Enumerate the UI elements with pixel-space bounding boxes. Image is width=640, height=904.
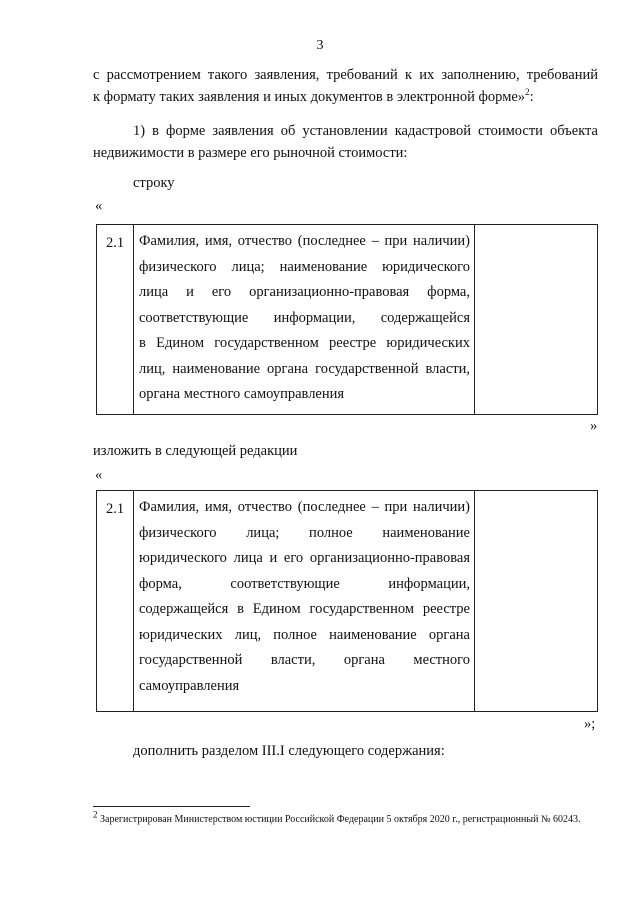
table-old-text	[134, 225, 475, 414]
table-new-line: самоуправления	[139, 677, 240, 694]
table-old-empty-cell	[475, 225, 597, 414]
intro-line-2-tail: :	[529, 89, 534, 105]
close-quote-2: »;	[584, 716, 596, 732]
table-new-number: 2.1	[97, 491, 134, 711]
table-old-line: Фамилия, имя, отчество (последнее – при наличии)	[139, 233, 470, 249]
table-old-line: лица и его организационно-правовая форма,	[139, 284, 470, 300]
table-old-line: соответствующие информации, содержащейся	[139, 309, 470, 326]
table-new-text	[134, 491, 475, 711]
footnote-separator	[93, 806, 250, 807]
table-new-line: Фамилия, имя, отчество (последнее – при наличии)	[139, 499, 470, 515]
table-new-line: содержащейся в Едином государственном реестре	[139, 601, 470, 617]
item1-line-2: недвижимости в размере его рыночной стоимости:	[93, 145, 408, 161]
page-number: 3	[316, 38, 324, 53]
table-new	[96, 490, 598, 712]
item1-line-1: 1) в форме заявления об установлении кадастровой стоимости объекта	[133, 123, 598, 139]
intro-line-2	[93, 86, 598, 108]
table-old-line: физического лица; наименование юридического	[139, 258, 470, 275]
dopolnit-text: дополнить разделом III.I следующего содержания:	[133, 743, 445, 759]
open-quote-2: «	[95, 467, 103, 483]
table-new-line: юридических лиц, полное наименование органа	[139, 626, 470, 643]
footnote-ref: 2	[525, 87, 530, 98]
table-old-line: в Едином государственном реестре юридических	[139, 335, 470, 351]
table-new-line: государственной власти, органа местного	[139, 652, 470, 668]
footnote-mark: 2	[93, 809, 98, 820]
table-new-line: юридического лица и его организационно-правовая	[139, 550, 470, 566]
table-old	[96, 224, 598, 415]
table-old-line: органа местного самоуправления	[139, 386, 345, 402]
close-quote-1: »	[590, 418, 598, 434]
open-quote-1: «	[95, 198, 103, 214]
footnote	[93, 809, 598, 827]
table-new-empty-cell	[475, 491, 597, 711]
intro-line-1: с рассмотрением такого заявления, требований к их заполнению, требований	[93, 67, 598, 83]
footnote-text: Зарегистрирован Министерством юстиции Российской Федерации 5 октября 2020 г., регистрационный № 60243.	[100, 814, 581, 825]
table-new-line: форма, соответствующие информации,	[139, 575, 470, 592]
table-old-number: 2.1	[97, 225, 134, 414]
table-new-line: физического лица; полное наименование	[139, 524, 470, 541]
izlozhit-text: изложить в следующей редакции	[93, 443, 298, 459]
intro-line-2-text: к формату таких заявления и иных документов в электронной форме»	[93, 89, 526, 105]
stroku-text: строку	[133, 175, 175, 191]
table-old-line: лиц, наименование органа государственной власти,	[139, 360, 470, 377]
